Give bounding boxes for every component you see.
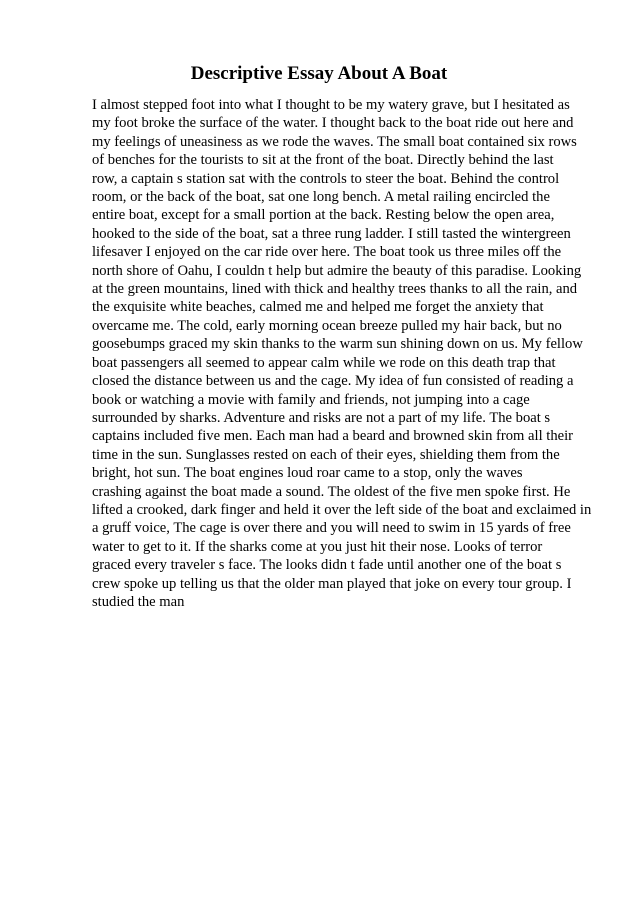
essay-line: overcame me. The cold, early morning ocean breeze pulled my hair back, but no bbox=[92, 317, 562, 334]
essay-line: goosebumps graced my skin thanks to the warm sun shining down on us. My fellow bbox=[92, 336, 583, 353]
essay-line: closed the distance between us and the cage. My idea of fun consisted of reading a bbox=[92, 373, 574, 390]
essay-line: time in the sun. Sunglasses rested on each of their eyes, shielding them from the bbox=[92, 446, 560, 463]
essay-line: captains included five men. Each man had a beard and browned skin from all their bbox=[92, 428, 574, 445]
essay-line: of benches for the tourists to sit at the front of the boat. Directly behind the last bbox=[92, 152, 554, 169]
essay-line: room, or the back of the boat, sat one long bench. A metal railing encircled the bbox=[92, 189, 550, 206]
essay-line: graced every traveler s face. The looks didn t fade until another one of the boat s bbox=[92, 557, 562, 574]
essay-body bbox=[92, 96, 612, 611]
essay-line: the exquisite white beaches, calmed me and helped me forget the anxiety that bbox=[92, 299, 544, 316]
essay-line: at the green mountains, lined with thick and healthy trees thanks to all the rain, and bbox=[92, 281, 578, 298]
essay-line: north shore of Oahu, I couldn t help but admire the beauty of this paradise. Looking bbox=[92, 262, 582, 279]
essay-line: lifted a crooked, dark finger and held it over the left side of the boat and exclaimed in bbox=[92, 501, 592, 518]
essay-line: my feelings of uneasiness as we rode the waves. The small boat contained six rows bbox=[92, 133, 577, 150]
essay-line: crew spoke up telling us that the older man played that joke on every tour group. I bbox=[92, 575, 572, 592]
essay-title: Descriptive Essay About A Boat bbox=[190, 63, 448, 84]
essay-line: I almost stepped foot into what I thought to be my watery grave, but I hesitated as bbox=[92, 97, 570, 113]
essay-line: my foot broke the surface of the water. I thought back to the boat ride out here and bbox=[92, 115, 574, 132]
essay-line: hooked to the side of the boat, sat a three rung ladder. I still tasted the wintergreen bbox=[92, 225, 571, 242]
essay-line: bright, hot sun. The boat engines loud roar came to a stop, only the waves bbox=[92, 465, 523, 482]
essay-line: studied the man bbox=[92, 593, 185, 610]
essay-line: crashing against the boat made a sound. The oldest of the five men spoke first. He bbox=[92, 483, 571, 500]
essay-line: boat passengers all seemed to appear calm while we rode on this death trap that bbox=[92, 354, 556, 371]
essay-line: surrounded by sharks. Adventure and risks are not a part of my life. The boat s bbox=[92, 409, 551, 426]
essay-line: row, a captain s station sat with the controls to steer the boat. Behind the control bbox=[92, 170, 560, 187]
essay-line: lifesaver I enjoyed on the car ride over here. The boat took us three miles off the bbox=[92, 244, 562, 261]
essay-line: entire boat, except for a small portion at the back. Resting below the open area, bbox=[92, 207, 555, 224]
essay-line: book or watching a movie with family and friends, not jumping into a cage bbox=[92, 391, 530, 408]
essay-line: a gruff voice, The cage is over there and you will need to swim in 15 yards of free bbox=[92, 520, 571, 537]
essay-line: water to get to it. If the sharks come at you just hit their nose. Looks of terror bbox=[92, 538, 543, 555]
